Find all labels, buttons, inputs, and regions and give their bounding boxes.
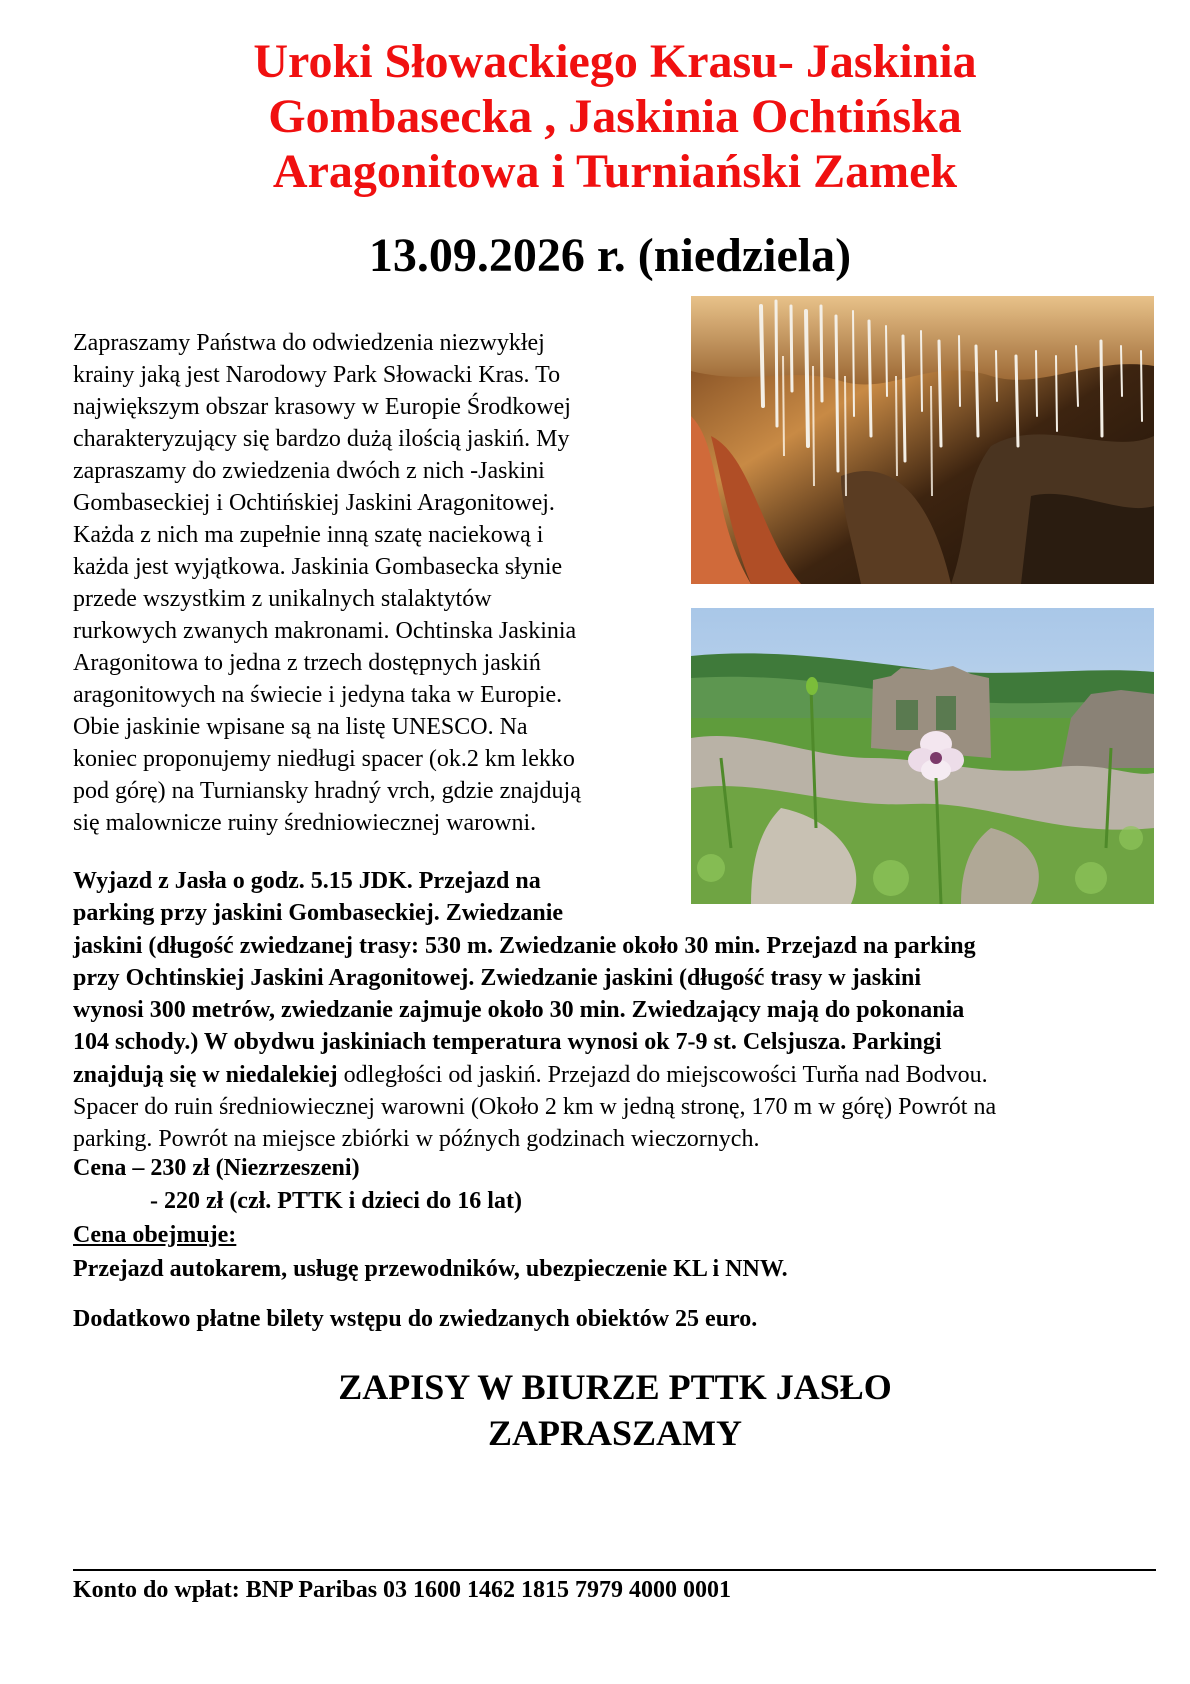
bank-account: Konto do wpłat: BNP Paribas 03 1600 1462 1815 7979 4000 0001 — [73, 1577, 732, 1603]
signup-line-1: ZAPISY W BIURZE PTTK JASŁO — [338, 1367, 892, 1407]
program-line: Wyjazd z Jasła o godz. 5.15 JDK. Przejazd na — [73, 868, 541, 894]
program-line: 104 schody.) W obydwu jaskiniach temperatura wynosi ok 7-9 st. Celsjusza. Parkingi — [73, 1029, 942, 1056]
price-regular: Cena – 230 zł (Niezrzeszeni) — [73, 1155, 360, 1181]
intro-line: Obie jaskinie wpisane są na listę UNESCO. Na — [73, 714, 528, 740]
castle-ruins-photo — [691, 608, 1154, 904]
price-discount: - 220 zł (czł. PTTK i dzieci do 16 lat) — [150, 1188, 522, 1214]
signup-notice — [200, 1364, 1030, 1456]
intro-line: Zapraszamy Państwa do odwiedzenia niezwykłej — [73, 330, 545, 356]
program-line: wynosi 300 metrów, zwiedzanie zajmuje około 30 min. Zwiedzający mają do pokonania — [73, 997, 965, 1024]
intro-line: koniec proponujemy niedługi spacer (ok.2 km lekko — [73, 746, 575, 772]
program-line: Spacer do ruin średniowiecznej warowni (Około 2 km w jedną stronę, 170 m w górę) Powrót na — [73, 1094, 997, 1121]
title-line-3: Aragonitowa i Turniański Zamek — [272, 145, 958, 198]
program-bold-part: znajdują się w niedalekiej — [73, 1061, 338, 1088]
cave-photo — [691, 296, 1154, 584]
intro-line: Każda z nich ma zupełnie inną szatę naciekową i — [73, 522, 544, 548]
intro-paragraph — [73, 327, 683, 839]
intro-line: każda jest wyjątkowa. Jaskinia Gombasecka słynie — [73, 554, 563, 580]
signup-line-2: ZAPRASZAMY — [487, 1413, 742, 1453]
program-normal-part: odległości od jaskiń. Przejazd do miejscowości Turňa nad Bodvou. — [337, 1061, 988, 1088]
program-line: jaskini (długość zwiedzanej trasy: 530 m. Zwiedzanie około 30 min. Przejazd na parking — [73, 932, 976, 959]
flyer-title — [120, 34, 1110, 199]
intro-line: zapraszamy do zwiedzenia dwóch z nich -Jaskini — [73, 458, 545, 484]
program-line: parking przy jaskini Gombaseckiej. Zwiedzanie — [73, 900, 564, 927]
includes-heading: Cena obejmuje: — [73, 1222, 237, 1248]
intro-line: rurkowych zwanych makronami. Ochtinska Jaskinia — [73, 618, 577, 644]
title-line-1: Uroki Słowackiego Krasu- Jaskinia — [253, 35, 977, 88]
extra-fees: Dodatkowo płatne bilety wstępu do zwiedzanych obiektów 25 euro. — [73, 1306, 758, 1332]
program-line: przy Ochtinskiej Jaskini Aragonitowej. Zwiedzanie jaskini (długość trasy w jaskini — [73, 964, 922, 991]
intro-line: się malownicze ruiny średniowiecznej warowni. — [73, 810, 537, 836]
intro-line: przede wszystkim z unikalnych stalaktytów — [73, 586, 492, 612]
intro-line: Aragonitowa to jedna z trzech dostępnych jaskiń — [73, 650, 541, 676]
title-line-2: Gombasecka , Jaskinia Ochtińska — [268, 90, 962, 143]
footer-divider — [73, 1569, 1156, 1571]
intro-line: pod górę) na Turniansky hradný vrch, gdzie znajdują — [73, 778, 581, 804]
program-line: parking. Powrót na miejsce zbiórki w późnych godzinach wieczornych. — [73, 1126, 760, 1153]
intro-line: krainy jaką jest Narodowy Park Słowacki Kras. To — [73, 362, 561, 388]
event-date: 13.09.2026 r. (niedziela) — [368, 229, 852, 282]
intro-line: charakteryzujący się bardzo dużą ilością jaskiń. My — [73, 426, 570, 452]
intro-line: Gombaseckiej i Ochtińskiej Jaskini Aragonitowej. — [73, 490, 555, 516]
intro-line: największym obszar krasowy w Europie Środkowej — [73, 394, 571, 420]
intro-line: aragonitowych na świecie i jedyna taka w Europie. — [73, 682, 563, 708]
includes-text: Przejazd autokarem, usługę przewodników, ubezpieczenie KL i NNW. — [73, 1256, 788, 1282]
program-paragraph — [73, 865, 1173, 1156]
program-line — [73, 1059, 1173, 1091]
